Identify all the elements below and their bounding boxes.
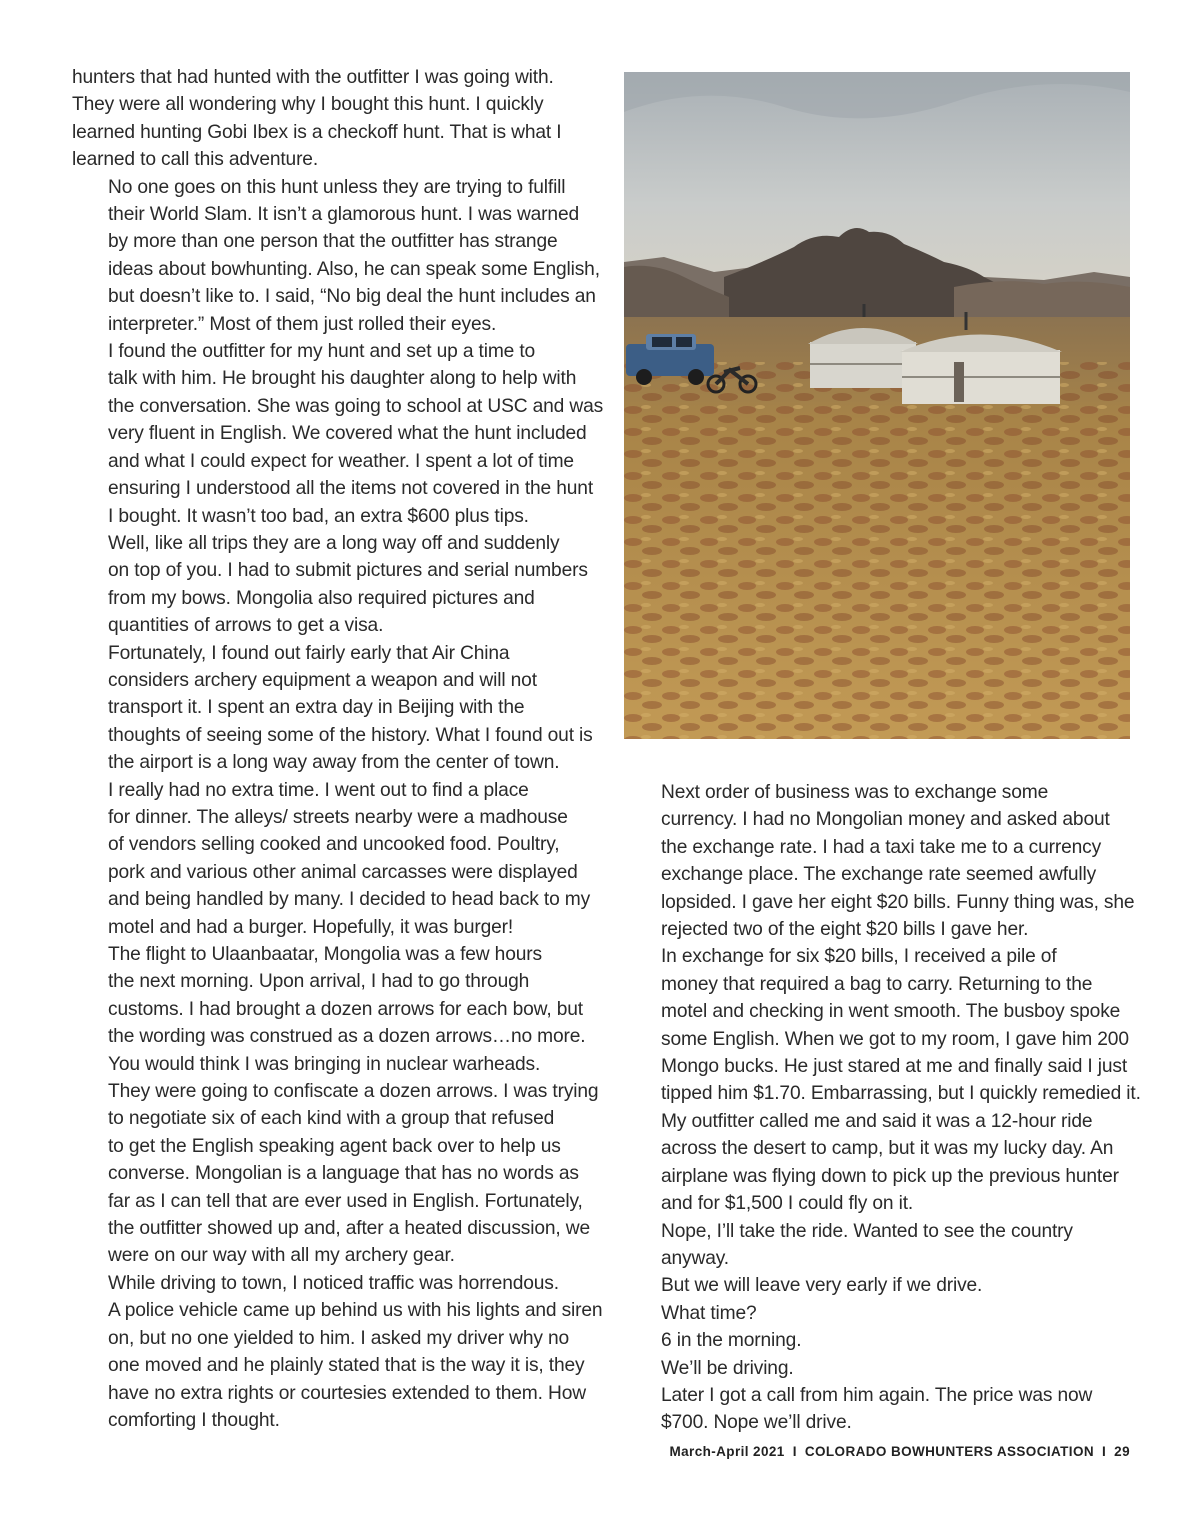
text-line: I really had no extra time. I went out to find a place [108,779,529,801]
paragraph [72,174,600,338]
paragraph [625,1327,1133,1354]
text-line: Next order of business was to exchange some [661,782,1049,803]
paragraph [72,941,592,1051]
text-line: No one goes on this hunt unless they are trying to fulfill [108,176,566,198]
paragraph [72,1051,599,1270]
text-line: learned to call this adventure. [72,149,319,171]
article-column-right [625,779,1141,1437]
text-line: They were all wondering why I bought this hunt. I quickly [72,94,544,116]
text-line: motel and checking in went smooth. The busboy spoke [661,1001,1121,1023]
text-line: far as I can tell that are ever used in English. Fortunately, [108,1190,583,1212]
text-line: across the desert to camp, but it was my lucky day. An [661,1138,1114,1160]
text-line: converse. Mongolian is a language that has no words as [108,1163,579,1185]
text-line: pork and various other animal carcasses were displayed [108,861,578,883]
text-line: were on our way with all my archery gear. [108,1245,455,1267]
text-line: You would think I was bringing in nuclear warheads. [108,1053,541,1075]
text-line: on, but no one yielded to him. I asked my driver why no [108,1327,570,1349]
text-line: interpreter.” Most of them just rolled their eyes. [108,313,497,335]
text-line: anyway. [661,1247,729,1269]
paragraph [625,1272,1133,1299]
camp-landscape-image [624,72,1130,739]
text-line: What time? [661,1302,757,1324]
text-line: of vendors selling cooked and uncooked food. Poultry, [108,834,560,856]
text-line: While driving to town, I noticed traffic was horrendous. [108,1272,559,1294]
text-line: Mongo bucks. He just stared at me and finally said I just [661,1056,1128,1078]
text-line: comforting I thought. [108,1409,280,1431]
text-line: exchange place. The exchange rate seemed awfully [661,864,1097,886]
text-line: Well, like all trips they are a long way off and suddenly [108,532,560,554]
paragraph [625,1300,1133,1327]
text-line: rejected two of the eight $20 bills I gave her. [661,919,1029,941]
text-line: talk with him. He brought his daughter along to help with [108,368,577,390]
text-line: $700. Nope we’ll drive. [661,1412,852,1434]
text-line: customs. I had brought a dozen arrows for each bow, but [108,998,583,1020]
text-line: the conversation. She was going to school at USC and was [108,395,604,417]
text-line: and being handled by many. I decided to head back to my [108,889,591,911]
paragraph [72,1270,603,1434]
text-line: They were going to confiscate a dozen arrows. I was trying [108,1081,599,1103]
paragraph [72,338,604,530]
text-line: Fortunately, I found out fairly early that Air China [108,642,510,664]
text-line: from my bows. Mongolia also required pictures and [108,587,535,609]
text-line: very fluent in English. We covered what the hunt included [108,423,587,445]
text-line: ensuring I understood all the items not covered in the hunt [108,478,594,500]
page-footer [670,1444,1131,1459]
text-line: Later I got a call from him again. The price was now [661,1384,1093,1406]
text-line: thoughts of seeing some of the history. What I found out is [108,724,593,746]
text-line: But we will leave very early if we drive. [661,1275,983,1297]
text-line: to get the English speaking agent back over to help us [108,1135,561,1157]
footer-publication: COLORADO BOWHUNTERS ASSOCIATION [804,1444,1095,1459]
text-line: the next morning. Upon arrival, I had to go through [108,971,530,993]
text-line: have no extra rights or courtesies extended to them. How [108,1382,586,1404]
paragraph [625,1355,1133,1382]
text-line: and for $1,500 I could fly on it. [661,1193,914,1215]
text-line: tipped him $1.70. Embarrassing, but I quickly remedied it. [661,1083,1141,1105]
text-line: one moved and he plainly stated that is the way it is, they [108,1355,585,1377]
paragraph [72,640,592,777]
paragraph [625,779,1133,943]
text-line: the airport is a long way away from the center of town. [108,752,560,774]
text-line: and what I could expect for weather. I spent a lot of time [108,450,574,472]
text-line: currency. I had no Mongolian money and asked about [661,809,1110,831]
text-line: their World Slam. It isn’t a glamorous hunt. I was warned [108,204,579,226]
footer-separator: I [1102,1444,1107,1459]
text-line: on top of you. I had to submit pictures and serial numbers [108,560,588,582]
paragraph [625,1218,1133,1273]
text-line: considers archery equipment a weapon and will not [108,669,537,691]
text-line: A police vehicle came up behind us with his lights and siren [108,1300,603,1322]
text-line: the wording was construed as a dozen arrows…no more. [108,1026,586,1048]
text-line: I bought. It wasn’t too bad, an extra $600 plus tips. [108,505,529,527]
text-line: some English. When we got to my room, I gave him 200 [661,1028,1129,1050]
text-line: ideas about bowhunting. Also, he can speak some English, [108,258,600,280]
text-line: airplane was flying down to pick up the previous hunter [661,1165,1119,1187]
text-line: the outfitter showed up and, after a heated discussion, we [108,1218,590,1240]
text-line: We’ll be driving. [661,1357,794,1379]
text-line: motel and had a burger. Hopefully, it was burger! [108,916,514,938]
text-line: I found the outfitter for my hunt and set up a time to [108,341,536,363]
paragraph [625,943,1141,1107]
text-line: to negotiate six of each kind with a group that refused [108,1108,555,1130]
text-line: quantities of arrows to get a visa. [108,615,384,637]
text-line: The flight to Ulaanbaatar, Mongolia was a few hours [108,944,542,965]
text-line: lopsided. I gave her eight $20 bills. Funny thing was, she [661,891,1135,913]
text-line: Nope, I’ll take the ride. Wanted to see the country [661,1220,1073,1242]
page-number: 29 [1114,1444,1130,1459]
text-line: learned hunting Gobi Ibex is a checkoff hunt. That is what I [72,121,562,143]
text-line: 6 in the morning. [661,1330,802,1352]
text-line: In exchange for six $20 bills, I received a pile of [661,946,1057,968]
text-line: transport it. I spent an extra day in Beijing with the [108,697,525,719]
paragraph [625,1108,1133,1218]
paragraph [72,530,592,640]
text-line: hunters that had hunted with the outfitter I was going with. [72,67,554,88]
article-column-left [72,64,604,1434]
photo-mongolian-camp [624,72,1130,739]
text-line: but doesn’t like to. I said, “No big deal the hunt includes an [108,286,596,308]
paragraph [72,64,592,174]
footer-issue: March-April 2021 [669,1444,785,1459]
paragraph [625,1382,1133,1437]
text-line: by more than one person that the outfitter has strange [108,231,558,253]
text-line: My outfitter called me and said it was a 12-hour ride [661,1110,1093,1132]
text-line: for dinner. The alleys/ streets nearby were a madhouse [108,806,568,828]
paragraph [72,777,592,941]
footer-separator: I [792,1444,797,1459]
text-line: money that required a bag to carry. Returning to the [661,973,1093,995]
text-line: the exchange rate. I had a taxi take me to a currency [661,836,1102,858]
steppe-texture [624,362,1130,739]
